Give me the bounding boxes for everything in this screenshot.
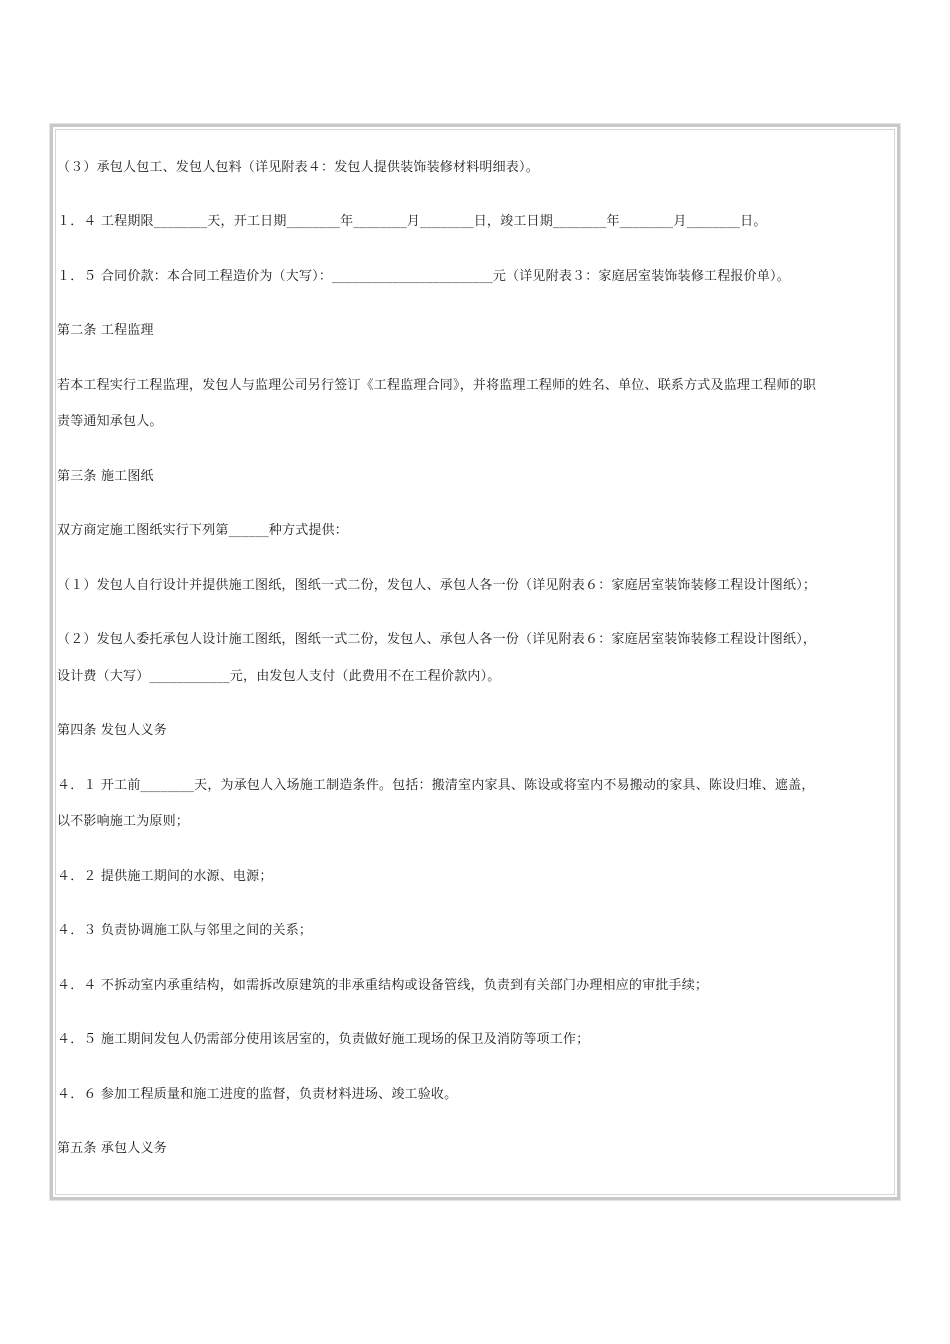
article-2-body-line-2: 责等通知承包人。 — [57, 414, 163, 429]
clause-4-1-line-2: 以不影响施工为原则； — [57, 814, 190, 829]
article-4-heading: 第四条 发包人义务 — [57, 723, 167, 738]
clause-4-6-line: ４．６ 参加工程质量和施工进度的监督，负责材料进场、竣工验收。 — [57, 1087, 458, 1102]
clause-4-3-line: ４．３ 负责协调施工队与邻里之间的关系； — [57, 923, 313, 938]
clause-4-1-line-1: ４．１ 开工前________天，为承包人入场施工制造条件。包括：搬清室内家具、陈设或将室内不易搬动的家具、陈设归堆、遮盖， — [57, 778, 815, 793]
article-3-intro: 双方商定施工图纸实行下列第______种方式提供： — [57, 523, 349, 538]
article-3-option-1: （１）发包人自行设计并提供施工图纸，图纸一式二份，发包人、承包人各一份（详见附表６：家庭居室装饰装修工程设计图纸）； — [57, 578, 817, 593]
article-2-body-line-1: 若本工程实行工程监理，发包人与监理公司另行签订《工程监理合同》，并将监理工程师的姓名、单位、联系方式及监理工程师的职 — [57, 378, 817, 393]
clause-1-4-line: １．４ 工程期限________天，开工日期________年________月________日，竣工日期________年________月________日。 — [57, 214, 767, 229]
clause-1-3-3-line: （３）承包人包工、发包人包料（详见附表４：发包人提供装饰装修材料明细表）。 — [57, 160, 539, 175]
article-3-heading: 第三条 施工图纸 — [57, 469, 154, 484]
clause-4-5-line: ４．５ 施工期间发包人仍需部分使用该居室的，负责做好施工现场的保卫及消防等项工作； — [57, 1032, 590, 1047]
article-3-option-2-line-2: 设计费（大写）____________元，由发包人支付（此费用不在工程价款内）。 — [57, 669, 501, 684]
article-5-heading: 第五条 承包人义务 — [57, 1141, 167, 1156]
article-3-option-2-line-1: （２）发包人委托承包人设计施工图纸，图纸一式二份，发包人、承包人各一份（详见附表６：家庭居室装饰装修工程设计图纸）， — [57, 632, 817, 647]
clause-1-5-line: １．５ 合同价款：本合同工程造价为（大写）：________________________元（详见附表３：家庭居室装饰装修工程报价单）。 — [57, 269, 790, 284]
clause-4-2-line: ４．２ 提供施工期间的水源、电源； — [57, 869, 273, 884]
clause-4-4-line: ４．４ 不拆动室内承重结构，如需拆改原建筑的非承重结构或设备管线，负责到有关部门办理相应的审批手续； — [57, 978, 709, 993]
article-2-heading: 第二条 工程监理 — [57, 323, 154, 338]
